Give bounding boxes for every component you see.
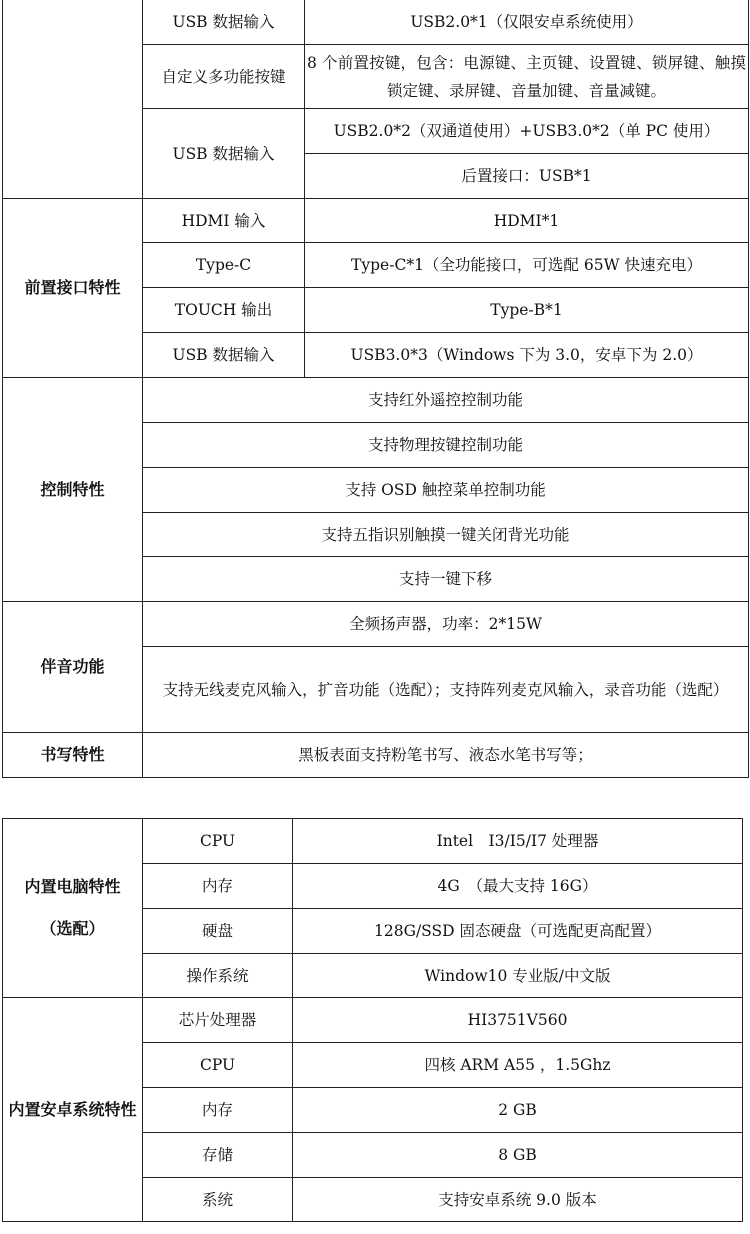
row-label: 硬盘 <box>143 909 293 954</box>
row-label: USB 数据输入 <box>143 0 305 45</box>
spec-table-2 <box>2 818 743 1222</box>
row-value: HDMI*1 <box>305 199 749 243</box>
row-value: Intel I3/I5/I7 处理器 <box>293 819 743 864</box>
row-label: TOUCH 输出 <box>143 288 305 333</box>
row-value: 四核 ARM A55 ，1.5Ghz <box>293 1043 743 1088</box>
row-value: Type-B*1 <box>305 288 749 333</box>
row-label: USB 数据输入 <box>143 333 305 378</box>
row-label: 内存 <box>143 864 293 909</box>
row-label: 存储 <box>143 1133 293 1178</box>
row-value: 支持安卓系统 9.0 版本 <box>293 1178 743 1222</box>
control-feature: 支持五指识别触摸一键关闭背光功能 <box>143 513 749 557</box>
category-cell-empty <box>3 0 143 199</box>
row-value: 2 GB <box>293 1088 743 1133</box>
category-writing: 书写特性 <box>3 733 143 778</box>
row-label: CPU <box>143 1043 293 1088</box>
row-label: USB 数据输入 <box>143 109 305 199</box>
row-value: 4G （最大支持 16G） <box>293 864 743 909</box>
category-builtin-pc-line1: 内置电脑特性 <box>24 877 121 896</box>
category-builtin-android: 内置安卓系统特性 <box>3 998 143 1222</box>
row-label: 自定义多功能按键 <box>143 45 305 109</box>
row-value: Type-C*1（全功能接口，可选配 65W 快速充电） <box>305 243 749 288</box>
row-label: 操作系统 <box>143 954 293 998</box>
row-label: HDMI 输入 <box>143 199 305 243</box>
row-value: Window10 专业版/中文版 <box>293 954 743 998</box>
control-feature: 支持一键下移 <box>143 557 749 602</box>
spec-table-1 <box>2 0 749 778</box>
row-value: 8 GB <box>293 1133 743 1178</box>
row-label: 系统 <box>143 1178 293 1222</box>
row-value: USB2.0*1（仅限安卓系统使用） <box>305 0 749 45</box>
writing-feature: 黑板表面支持粉笔书写、液态水笔书写等； <box>143 733 749 778</box>
row-label: 芯片处理器 <box>143 998 293 1043</box>
row-value: 128G/SSD 固态硬盘（可选配更高配置） <box>293 909 743 954</box>
row-label: CPU <box>143 819 293 864</box>
control-feature: 支持红外遥控控制功能 <box>143 378 749 423</box>
row-value: 后置接口：USB*1 <box>305 154 749 199</box>
control-feature: 支持 OSD 触控菜单控制功能 <box>143 468 749 513</box>
category-front-ports: 前置接口特性 <box>3 199 143 378</box>
control-feature: 支持物理按键控制功能 <box>143 423 749 468</box>
category-builtin-pc-line2: （选配） <box>40 919 105 938</box>
audio-feature: 全频扬声器，功率：2*15W <box>143 602 749 647</box>
audio-feature: 支持无线麦克风输入，扩音功能（选配）；支持阵列麦克风输入，录音功能（选配） <box>143 647 749 733</box>
row-value: HI3751V560 <box>293 998 743 1043</box>
row-value: 8 个前置按键，包含：电源键、主页键、设置键、锁屏键、触摸锁定键、录屏键、音量加键、音量减键。 <box>305 45 749 109</box>
row-label: 内存 <box>143 1088 293 1133</box>
row-label: Type-C <box>143 243 305 288</box>
category-control: 控制特性 <box>3 378 143 602</box>
category-audio: 伴音功能 <box>3 602 143 733</box>
row-value: USB2.0*2（双通道使用）+USB3.0*2（单 PC 使用） <box>305 109 749 154</box>
category-builtin-pc <box>3 819 143 998</box>
row-value: USB3.0*3（Windows 下为 3.0，安卓下为 2.0） <box>305 333 749 378</box>
